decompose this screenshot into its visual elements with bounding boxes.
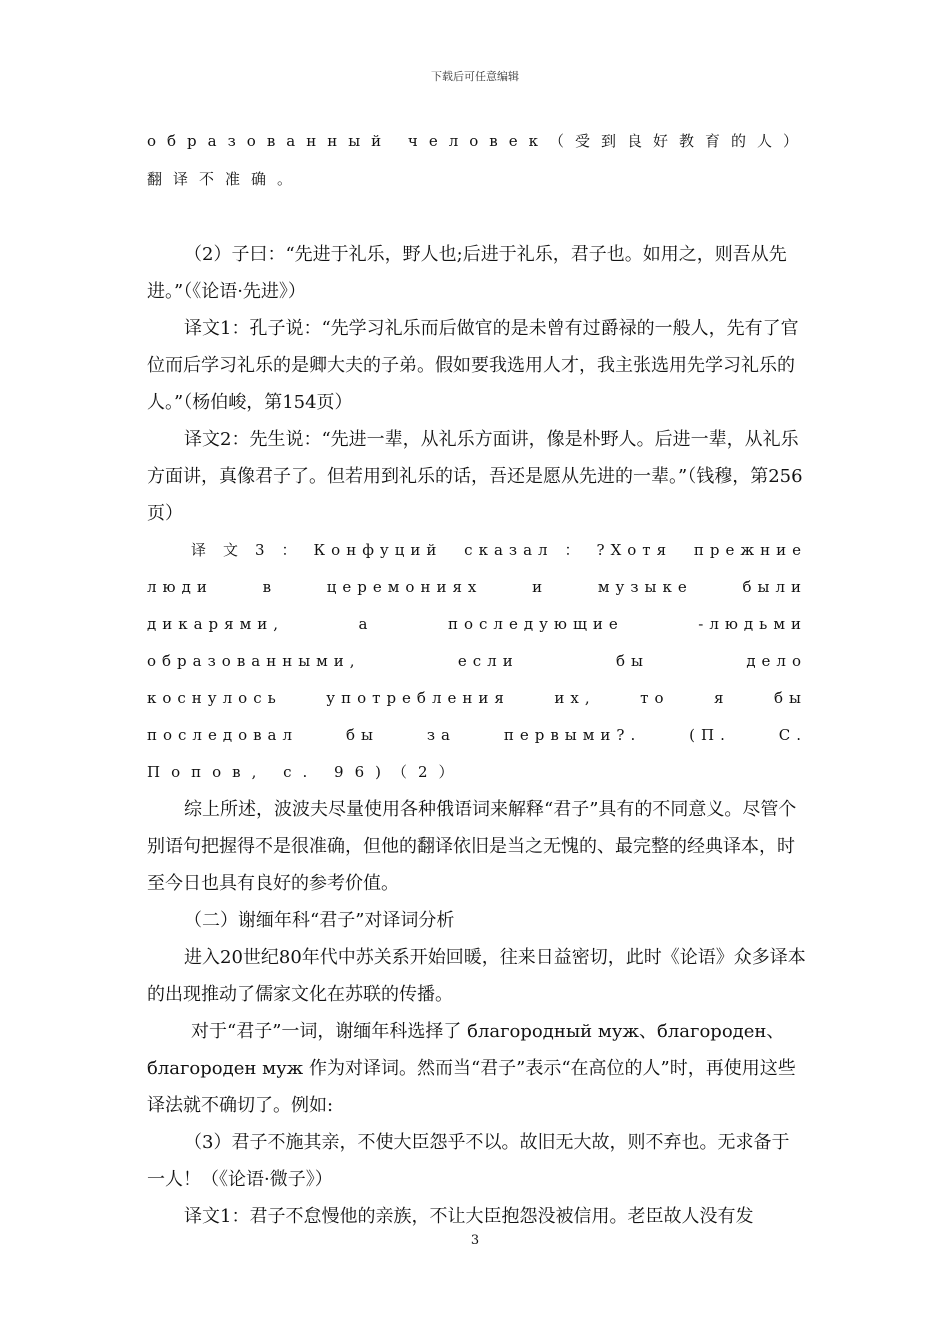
paragraph-intro: 进入20世纪80年代中苏关系开始回暖，往来日益密切，此时《论语》众多译本的出现推动了儒家文化在苏联的传播。: [147, 947, 806, 1005]
russian-translation-line-6: последовал бы за первыми?. (П. С.: [147, 726, 807, 744]
paragraph-translation-1b: 译文1：君子不怠慢他的亲族，不让大臣抱怨没被信用。老臣故人没有发: [184, 1206, 754, 1227]
paragraph-translation-2: 译文2：先生说：“先进一辈，从礼乐方面讲，像是朴野人。后进一辈，从礼乐方面讲，真像君子了。但若用到礼乐的话，吾还是愿从先进的一辈。”（钱穆，第256页）: [147, 429, 803, 524]
paragraph-terms: 对于“君子”一词，谢缅年科选择了 благородный муж、благороден、благороден муж 作为对译词。然而当“君子”表示“在高位的人”时，再使用这些译法就不确切了。例如:: [147, 1021, 796, 1116]
paragraph-0: образованный человек（受到良好教育的人）翻译不准确。: [147, 132, 802, 188]
paragraph-example-3: （3）君子不施其亲，不使大臣怨乎不以。故旧无大故，则不弃也。无求备于一人！（《论语·微子》）: [147, 1132, 790, 1190]
russian-translation-line-1: 译文3：Конфуций сказал：?Хотя прежние: [191, 541, 807, 559]
paragraph-summary: 综上所述，波波夫尽量使用各种俄语词来解释“君子”具有的不同意义。尽管个别语句把握得不是很准确，但他的翻译依旧是当之无愧的、最完整的经典译本，时至今日也具有良好的参考价值。: [147, 799, 797, 894]
paragraph-example-2: （2）子曰：“先进于礼乐，野人也;后进于礼乐，君子也。如用之，则吾从先进。”（《论语·先进》）: [147, 244, 787, 302]
section-heading: （二）谢缅年科“君子”对译词分析: [184, 910, 455, 931]
page-number: 3: [470, 1233, 480, 1248]
russian-translation-line-4: образованными, если бы дело: [147, 652, 807, 670]
russian-translation-line-7: Попов, с. 96)（2）: [147, 763, 465, 781]
page-header: 下载后可任意编辑: [431, 70, 519, 83]
russian-translation-line-3: дикарями, а последующие -людьми: [147, 615, 807, 633]
russian-translation-line-5: коснулось употребления их, то я бы: [147, 689, 807, 707]
russian-translation-line-2: люди в церемониях и музыке были: [147, 578, 807, 596]
document-body: [147, 122, 807, 1235]
paragraph-translation-1: 译文1：孔子说：“先学习礼乐而后做官的是未曾有过爵禄的一般人，先有了官位而后学习礼乐的是卿大夫的子弟。假如要我选用人才，我主张选用先学习礼乐的人。”（杨伯峻，第154页）: [147, 318, 799, 413]
